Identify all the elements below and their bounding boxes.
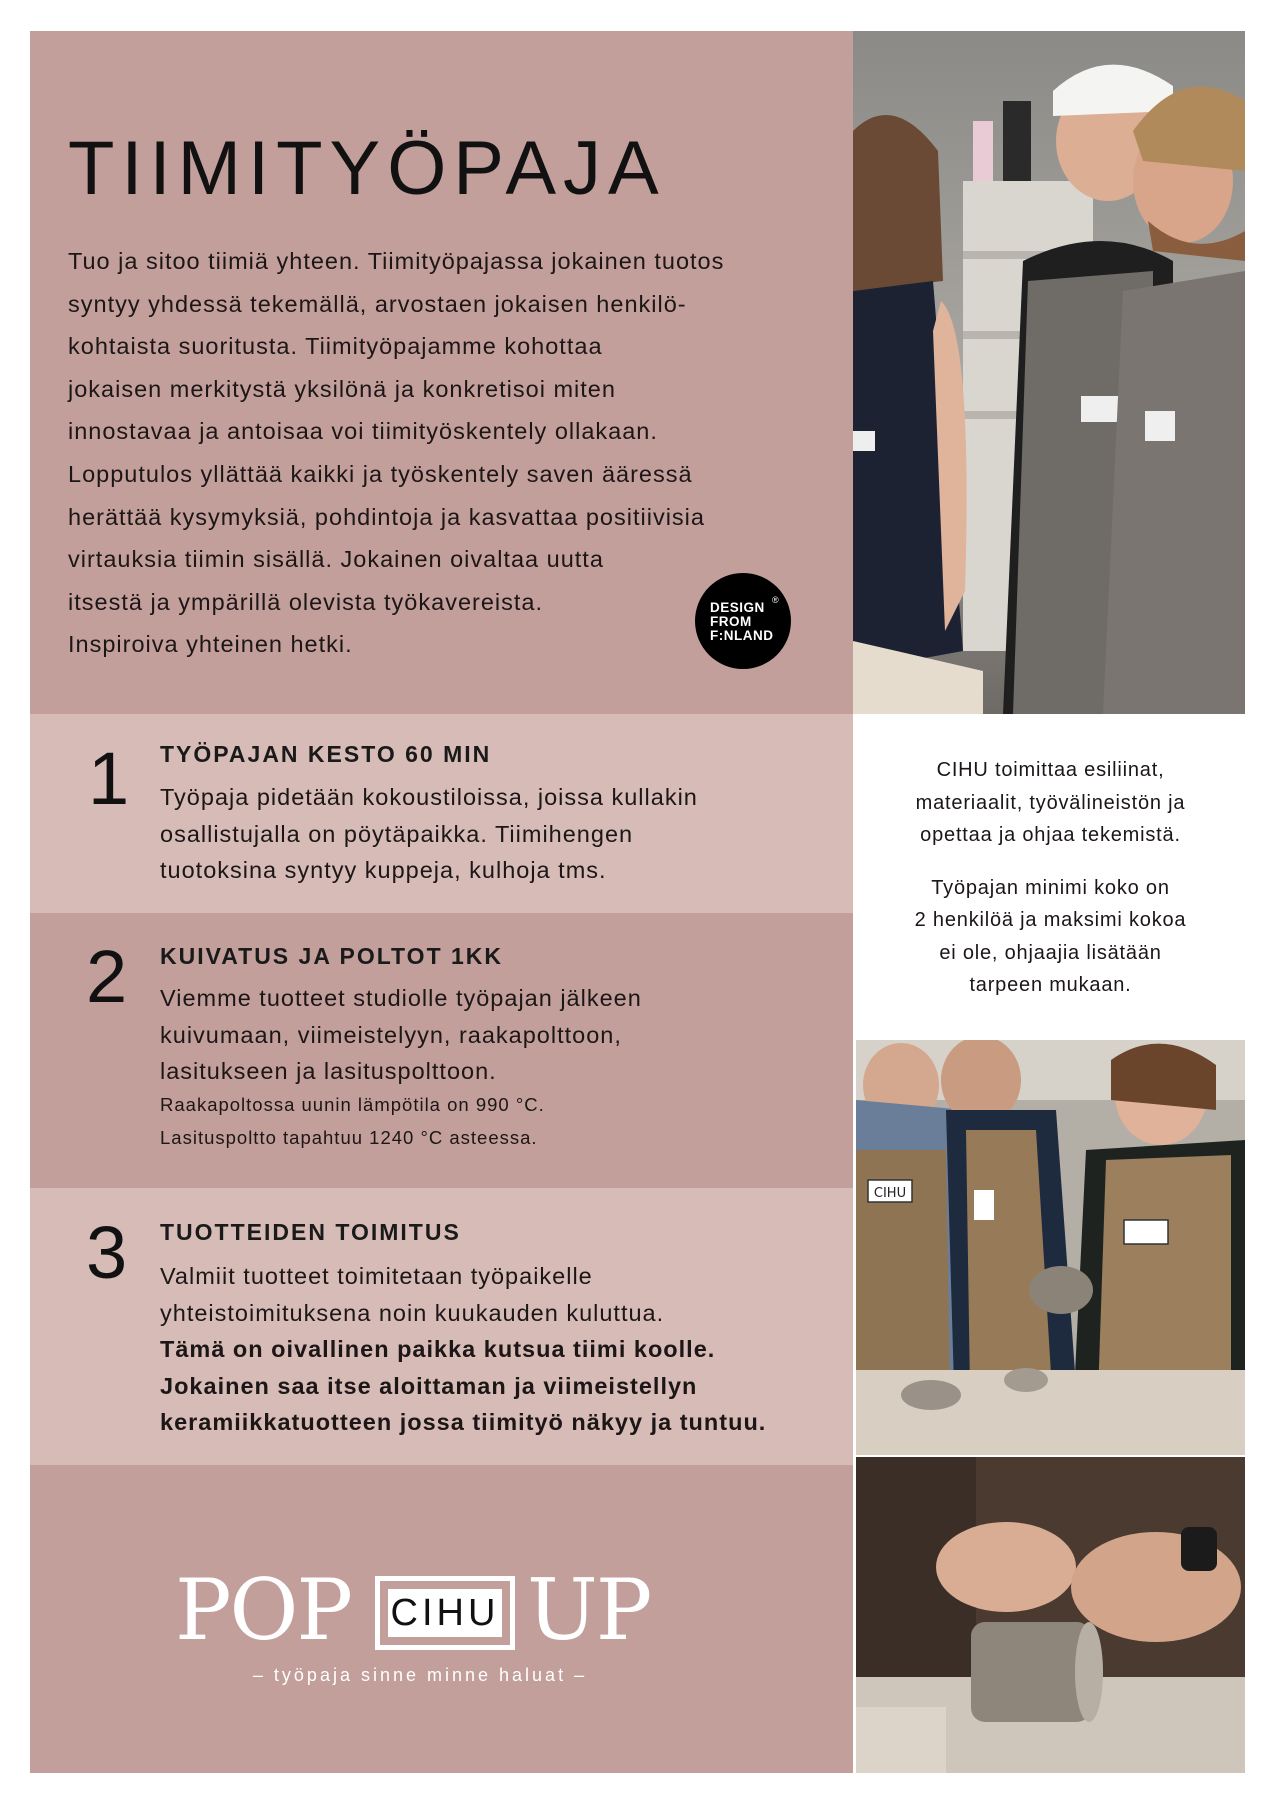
registered-mark: ® [772,595,779,605]
design-from-finland-badge [695,573,791,669]
step-body [160,980,840,1090]
badge-line: DESIGN [710,600,765,615]
info-line: opettaa ja ohjaa tekemistä. [920,824,1181,846]
workshop-photo-middle-illustration [856,1040,1245,1455]
intro-line: innostavaa ja antoisaa voi tiimityöskentely ollakaan. [68,418,658,445]
info-line: ei ole, ohjaajia lisätään [939,941,1162,964]
step-number: 3 [86,1211,128,1294]
step-line: kuivumaan, viimeistelyyn, raakapolttoon, [160,1021,622,1048]
intro-line: Tuo ja sitoo tiimiä yhteen. Tiimityöpajassa jokainen tuotos [68,248,725,274]
step-line: Valmiit tuotteet toimitetaan työpaikelle [160,1263,593,1289]
logo-cihu-text: CIHU [388,1589,502,1637]
logo-pop-text: POP [175,1561,351,1659]
intro-line: Inspiroiva yhteinen hetki. [68,631,353,658]
step-bold-line: keramiikkatuotteen jossa tiimityö näkyy ja tuntuu. [160,1409,767,1435]
info-line: tarpeen mukaan. [969,974,1132,996]
intro-line: itsestä ja ympärillä olevista työkavereista. [68,588,544,615]
apron-label: CIHU [873,1186,907,1201]
intro-line: syntyy yhdessä tekemällä, arvostaen jokaisen henkilö- [68,290,687,317]
intro-line: kohtaista suoritusta. Tiimityöpajamme kohottaa [68,333,603,360]
workshop-photo-bottom [856,1457,1245,1773]
intro-line: jokaisen merkitystä yksilönä ja konkretisoi miten [68,375,616,402]
step-note-line: Raakapoltossa uunin lämpötila on 990 °C. [160,1094,545,1115]
workshop-photo-middle [856,1040,1245,1455]
step-note-line: Lasituspoltto tapahtuu 1240 °C asteessa. [160,1127,538,1148]
step-number: 1 [88,737,130,820]
info-line: 2 henkilöä ja maksimi kokoa [914,909,1187,931]
step-line: lasitukseen ja lasituspolttoon. [160,1058,497,1084]
step-bold-line: Tämä on oivallinen paikka kutsua tiimi koolle. [160,1336,716,1362]
workshop-photo-bottom-illustration [856,1457,1245,1773]
intro-line: virtauksia tiimin sisällä. Jokainen oivaltaa uutta [68,546,604,573]
info-line: Työpajan minimi koko on [931,876,1170,899]
step-bold-line: Jokainen saa itse aloittaman ja viimeistellyn [160,1372,698,1399]
info-line: CIHU toimittaa esiliinat, [936,759,1165,781]
step-line: osallistujalla on pöytäpaikka. Tiimihengen [160,820,634,847]
step-body [160,1258,850,1441]
step-note [160,1088,840,1154]
step-heading: TUOTTEIDEN TOIMITUS [160,1219,461,1245]
page-title: TIIMITYÖPAJA [68,126,666,211]
team-photo-top-illustration [853,31,1245,714]
info-line: materiaalit, työvälineistön ja [915,791,1186,814]
step-number: 2 [86,935,128,1018]
step-line: yhteistoimituksena noin kuukauden kuluttua. [160,1299,665,1326]
step-heading: TYÖPAJAN KESTO 60 MIN [160,741,492,767]
badge-line: F:NLAND [710,628,774,643]
logo-up-text: UP [527,1561,651,1659]
badge-line: FROM [710,614,752,629]
step-line: Viemme tuotteet studiolle työpajan jälkeen [160,985,642,1011]
intro-line: herättää kysymyksiä, pohdintoja ja kasvattaa positiivisia [68,503,705,530]
intro-text [68,240,793,666]
logo-cihu-box [375,1576,515,1650]
step-heading: KUIVATUS JA POLTOT 1KK [160,943,504,969]
intro-line: Lopputulos yllättää kaikki ja työskentely saven ääressä [68,460,693,487]
step-body [160,779,840,889]
team-photo-top [853,31,1245,714]
step-line: tuotoksina syntyy kuppeja, kulhoja tms. [160,857,607,883]
logo-tagline: – työpaja sinne minne haluat – [252,1665,588,1685]
info-box [856,714,1245,1040]
step-line: Työpaja pidetään kokoustiloissa, joissa kullakin [160,784,698,810]
